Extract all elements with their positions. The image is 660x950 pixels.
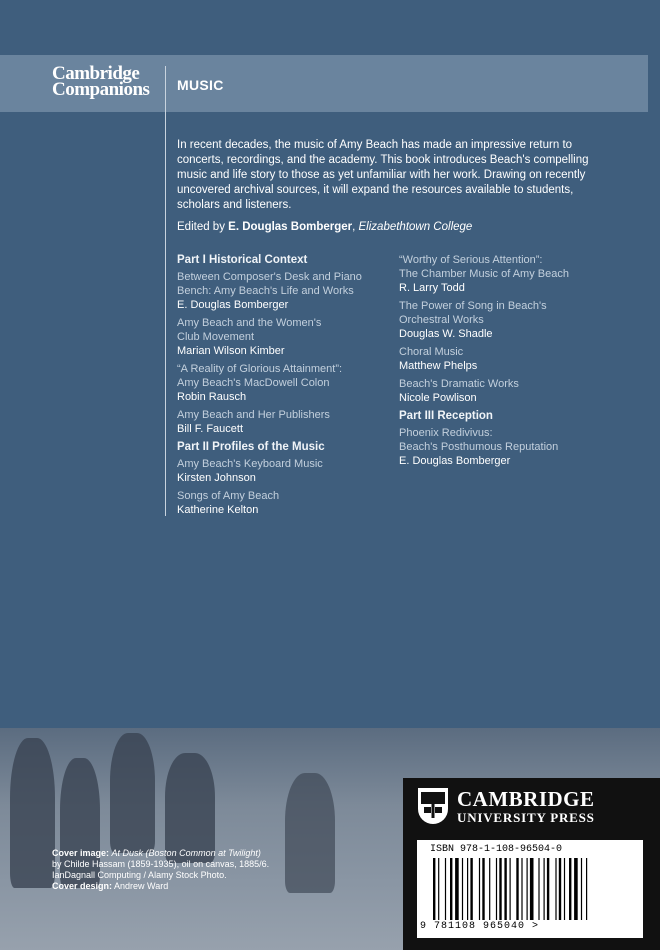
credit-line1 bbox=[52, 848, 352, 859]
chapter-title: “Worthy of Serious Attention”: The Chamber Music of Amy Beach bbox=[399, 254, 569, 280]
cover-credits bbox=[52, 848, 352, 892]
chapter-author: Douglas W. Shadle bbox=[399, 328, 493, 340]
chapter-entry bbox=[177, 489, 377, 517]
chapter-author: Bill F. Faucett bbox=[177, 423, 244, 435]
barcode-bar bbox=[510, 858, 511, 920]
painting-figure bbox=[165, 753, 215, 863]
barcode-bar bbox=[479, 858, 480, 920]
chapter-entry bbox=[177, 270, 377, 312]
painting-figure bbox=[10, 738, 55, 888]
chapter-author: Matthew Phelps bbox=[399, 360, 478, 372]
chapter-entry bbox=[399, 345, 619, 373]
chapter-author: R. Larry Todd bbox=[399, 282, 465, 294]
book-blurb: In recent decades, the music of Amy Beach has made an impressive return to concerts, recordings, and the academy. This book introduces Beach's compelling music and life story to those as yet unfamiliar with her work. Drawing on recently uncovered archival sources, it will expand the resources available to students, scholars and listeners. bbox=[177, 139, 589, 211]
barcode-bar bbox=[516, 858, 518, 920]
chapter-entry bbox=[399, 377, 619, 405]
barcode-bar bbox=[569, 858, 571, 920]
editor-sep: , bbox=[352, 221, 359, 233]
barcode-bar bbox=[521, 858, 522, 920]
barcode-bar bbox=[482, 858, 484, 920]
chapter-entry bbox=[177, 316, 377, 358]
barcode-bar bbox=[462, 858, 463, 920]
publisher-line2: UNIVERSITY PRESS bbox=[457, 810, 595, 825]
chapter-title: Choral Music bbox=[399, 346, 464, 358]
chapter-entry bbox=[177, 362, 377, 404]
barcode-bar bbox=[504, 858, 506, 920]
chapter-author: Marian Wilson Kimber bbox=[177, 345, 285, 357]
chapter-title: Beach's Dramatic Works bbox=[399, 378, 519, 390]
chapter-entry bbox=[399, 299, 619, 341]
credit-line3: IanDagnall Computing / Alamy Stock Photo. bbox=[52, 870, 227, 880]
cover-design-name: Andrew Ward bbox=[114, 881, 169, 891]
barcode-bar bbox=[433, 858, 435, 920]
chapter-entry bbox=[177, 408, 377, 436]
cambridge-companions-logo bbox=[52, 63, 162, 100]
chapter-title: Amy Beach's Keyboard Music bbox=[177, 458, 323, 470]
chapter-entry bbox=[177, 457, 377, 485]
chapter-entry bbox=[399, 426, 619, 468]
barcode-bar bbox=[544, 858, 545, 920]
barcode-digits: 9 781108 965040 > bbox=[420, 921, 540, 932]
chapter-title: Amy Beach and Her Publishers bbox=[177, 409, 330, 421]
cover-design-label: Cover design: bbox=[52, 881, 113, 891]
isbn-text: ISBN 978-1-108-96504-0 bbox=[430, 844, 563, 855]
vertical-divider bbox=[165, 66, 166, 516]
chapter-author: Nicole Powlison bbox=[399, 392, 477, 404]
chapter-title: Songs of Amy Beach bbox=[177, 490, 280, 502]
barcode-bar bbox=[450, 858, 452, 920]
painting-figure bbox=[110, 733, 155, 853]
barcode-bar bbox=[547, 858, 549, 920]
cup-shield-icon bbox=[418, 788, 448, 824]
cover-image-label: Cover image: bbox=[52, 848, 110, 858]
chapter-author: Robin Rausch bbox=[177, 391, 247, 403]
barcode-bar bbox=[496, 858, 497, 920]
logo-line1: Cambridge bbox=[52, 63, 140, 84]
chapter-author: Kirsten Johnson bbox=[177, 472, 256, 484]
barcode-bar bbox=[581, 858, 582, 920]
publisher-line1: CAMBRIDGE bbox=[457, 787, 595, 811]
chapter-title: Amy Beach and the Women's Club Movement bbox=[177, 317, 322, 343]
part-heading: Part III Reception bbox=[399, 410, 493, 422]
series-label: MUSIC bbox=[177, 77, 224, 93]
part-heading: Part II Profiles of the Music bbox=[177, 441, 325, 453]
barcode-bar bbox=[574, 858, 578, 920]
chapter-author: Katherine Kelton bbox=[177, 504, 259, 516]
editor-line bbox=[177, 221, 472, 233]
cover-image-title: At Dusk (Boston Common at Twilight) bbox=[111, 848, 261, 858]
barcode-bar bbox=[530, 858, 534, 920]
contents-column-1 bbox=[177, 253, 377, 521]
barcode-bar bbox=[499, 858, 501, 920]
credit-line2: by Childe Hassam (1859-1935), oil on canvas, 1885/6. bbox=[52, 859, 270, 869]
credit-line4 bbox=[52, 881, 352, 892]
barcode-bar bbox=[467, 858, 468, 920]
editor-name: E. Douglas Bomberger bbox=[228, 221, 353, 233]
barcode-bar bbox=[445, 858, 446, 920]
barcode-bar bbox=[438, 858, 439, 920]
contents-column-2 bbox=[399, 253, 619, 472]
publisher-name bbox=[457, 788, 595, 825]
chapter-title: The Power of Song in Beach's Orchestral Works bbox=[399, 300, 547, 326]
chapter-author: E. Douglas Bomberger bbox=[399, 455, 511, 467]
barcode-bar bbox=[470, 858, 472, 920]
chapter-entry bbox=[399, 253, 619, 295]
barcode-bars bbox=[433, 858, 633, 920]
barcode-bar bbox=[559, 858, 561, 920]
chapter-author: E. Douglas Bomberger bbox=[177, 299, 289, 311]
barcode-bar bbox=[564, 858, 565, 920]
chapter-title: Phoenix Redivivus: Beach's Posthumous Reputation bbox=[399, 427, 559, 453]
editor-affiliation: Elizabethtown College bbox=[358, 221, 473, 233]
barcode-bar bbox=[586, 858, 587, 920]
barcode-bar bbox=[455, 858, 459, 920]
chapter-title: “A Reality of Glorious Attainment”: Amy Beach's MacDowell Colon bbox=[177, 363, 343, 389]
part-heading: Part I Historical Context bbox=[177, 254, 308, 266]
editor-prefix: Edited by bbox=[177, 221, 229, 233]
barcode-bar bbox=[527, 858, 528, 920]
barcode-bar bbox=[555, 858, 556, 920]
barcode-bar bbox=[538, 858, 539, 920]
chapter-title: Between Composer's Desk and Piano Bench: Amy Beach's Life and Works bbox=[177, 271, 362, 297]
logo-line2: Companions bbox=[52, 79, 150, 100]
barcode-bar bbox=[489, 858, 490, 920]
